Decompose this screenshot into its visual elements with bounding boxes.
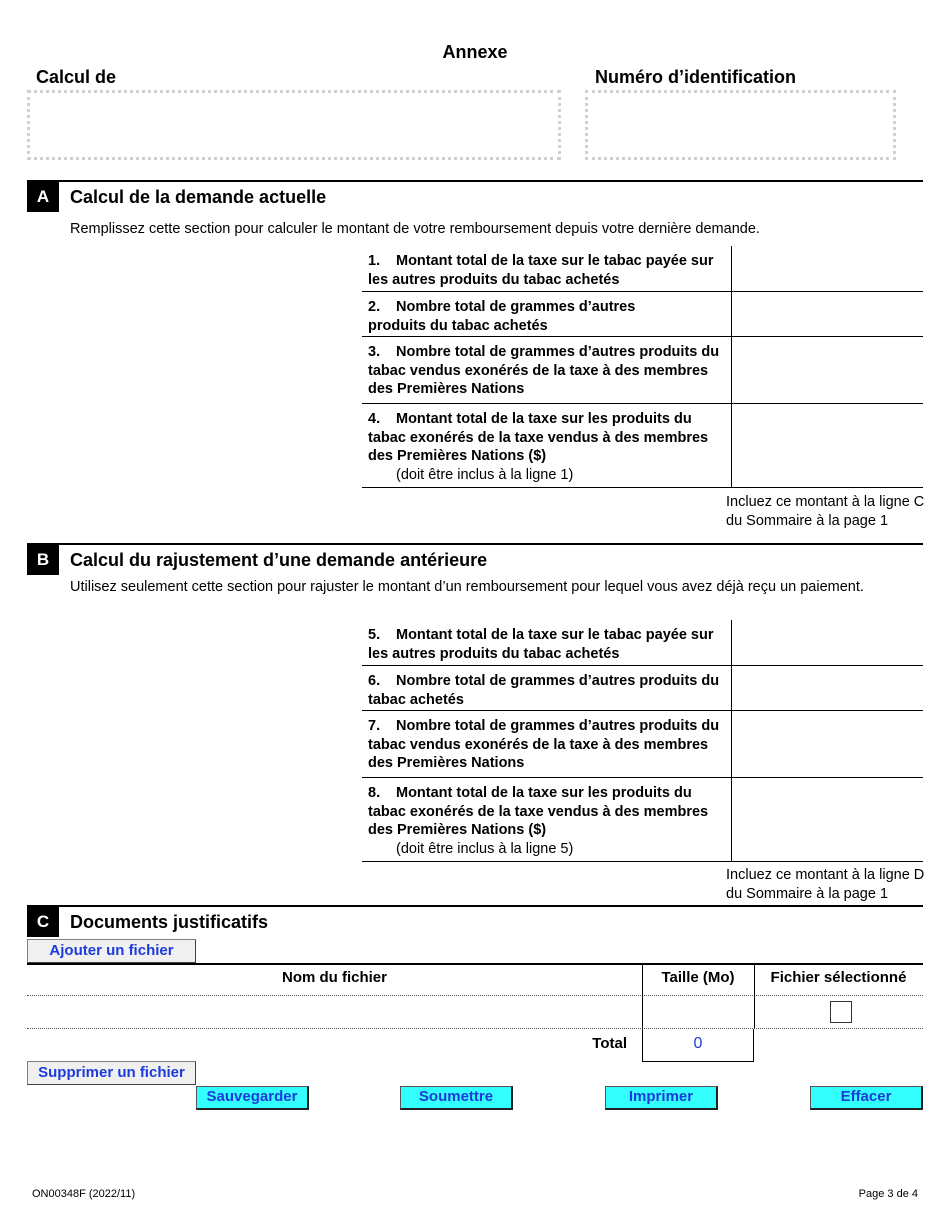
line-7-label: 7. Nombre total de grammes d’autres produits du tabac vendus exonérés de la taxe à des membres des Premières Nations — [368, 718, 720, 771]
section-a-letter: A — [27, 182, 59, 212]
line-1 — [362, 246, 923, 292]
line-4 — [362, 404, 923, 488]
line-7-field[interactable] — [731, 711, 923, 777]
line-6-label: 6. Nombre total de grammes d’autres produits du tabac achetés — [368, 673, 720, 708]
line-2-label: 2. Nombre total de grammes d’autres produits du tabac achetés — [368, 299, 636, 334]
line-3 — [362, 337, 923, 404]
clear-button[interactable]: Effacer — [810, 1086, 923, 1110]
line-3-label: 3. Nombre total de grammes d’autres produits du tabac vendus exonérés de la taxe à des membres des Premières Nations — [368, 344, 720, 397]
form-id: ON00348F (2022/11) — [32, 1188, 136, 1200]
line-8-label: 8. Montant total de la taxe sur les produits du tabac exonérés de la taxe vendus à des membres des Premières Nations ($) (doit être inclus à la ligne 5) — [368, 785, 709, 857]
column-header-selected: Fichier sélectionné — [770, 969, 907, 986]
delete-file-button[interactable]: Supprimer un fichier — [27, 1061, 196, 1085]
section-b-title: Calcul du rajustement d’une demande antérieure — [70, 550, 488, 570]
numero-identification-field[interactable] — [585, 90, 896, 160]
line-4-label: 4. Montant total de la taxe sur les produits du tabac exonérés de la taxe vendus à des membres des Premières Nations ($) (doit être inclus à la ligne 1) — [368, 411, 709, 483]
column-header-filename: Nom du fichier — [281, 969, 387, 986]
section-b-intro: Utilisez seulement cette section pour rajuster le montant d’un remboursement pour lequel vous avez déjà reçu un paiement. — [70, 579, 864, 595]
line-5-field[interactable] — [731, 620, 923, 665]
section-c-header — [27, 905, 923, 935]
section-b-header — [27, 543, 923, 573]
line-5 — [362, 620, 923, 666]
line-1-field[interactable] — [731, 246, 923, 291]
section-b-lines — [362, 620, 923, 862]
section-a-lines — [362, 246, 923, 488]
section-a-intro: Remplissez cette section pour calculer le montant de votre remboursement depuis votre dernière demande. — [70, 221, 760, 237]
line-6-field[interactable] — [731, 666, 923, 710]
column-header-size: Taille (Mo) — [661, 969, 735, 986]
save-button[interactable]: Sauvegarder — [196, 1086, 309, 1110]
add-file-button[interactable]: Ajouter un fichier — [27, 939, 196, 963]
total-label: Total — [592, 1035, 627, 1052]
selected-column-divider — [754, 965, 755, 1028]
line-2-field[interactable] — [731, 292, 923, 336]
line-6 — [362, 666, 923, 711]
line-3-field[interactable] — [731, 337, 923, 403]
print-button[interactable]: Imprimer — [605, 1086, 718, 1110]
table-row-filename[interactable] — [27, 996, 642, 1028]
annexe-title: Annexe — [442, 42, 508, 62]
line-7 — [362, 711, 923, 778]
section-a-note: Incluez ce montant à la ligne C du Sommaire à la page 1 — [726, 494, 925, 529]
line-8 — [362, 778, 923, 862]
calcul-de-field[interactable] — [27, 90, 561, 160]
section-a-title: Calcul de la demande actuelle — [70, 187, 327, 207]
section-c-title: Documents justificatifs — [70, 912, 269, 932]
submit-button[interactable]: Soumettre — [400, 1086, 513, 1110]
line-1-label: 1. Montant total de la taxe sur le tabac payée sur les autres produits du tabac achetés — [368, 253, 714, 288]
calcul-de-label: Calcul de — [36, 67, 117, 87]
page-number: Page 3 de 4 — [858, 1188, 918, 1200]
section-c-letter: C — [27, 907, 59, 937]
file-select-checkbox[interactable] — [830, 1001, 852, 1023]
section-a-header — [27, 180, 923, 210]
numero-identification-label: Numéro d’identification — [595, 67, 797, 87]
line-4-field[interactable] — [731, 404, 923, 487]
table-row-size — [643, 996, 754, 1028]
line-2 — [362, 292, 923, 337]
section-b-note: Incluez ce montant à la ligne D du Sommaire à la page 1 — [726, 867, 925, 902]
line-8-field[interactable] — [731, 778, 923, 861]
total-value: 0 — [643, 1029, 754, 1062]
section-b-letter: B — [27, 545, 59, 575]
documents-table — [27, 963, 923, 1063]
line-5-label: 5. Montant total de la taxe sur le tabac payée sur les autres produits du tabac achetés — [368, 627, 714, 662]
row-divider — [27, 1028, 923, 1029]
